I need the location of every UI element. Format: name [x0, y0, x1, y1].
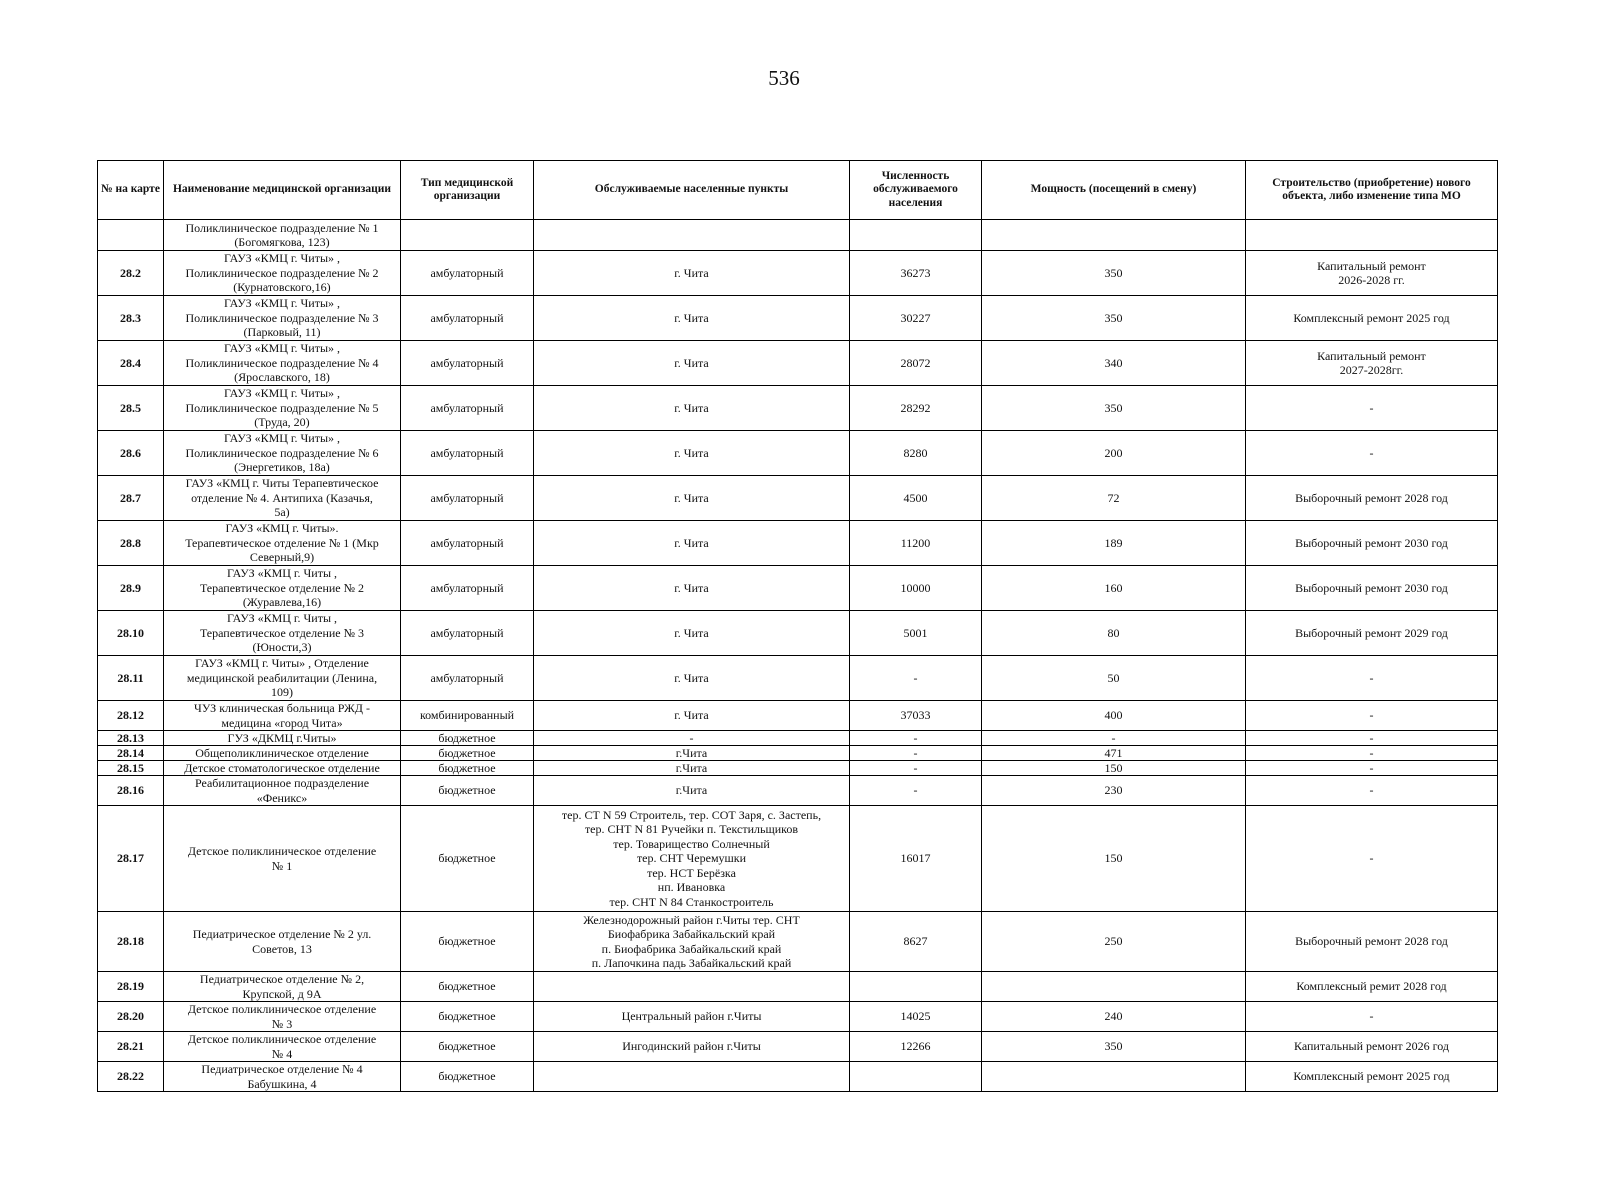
cell-name: ГАУЗ «КМЦ г. Читы» , Поликлиническое подразделение № 2 (Курнатовского,16) — [164, 251, 401, 296]
cell-population — [850, 972, 982, 1002]
cell-type: амбулаторный — [401, 611, 534, 656]
cell-num: 28.5 — [98, 386, 164, 431]
cell-capacity: 160 — [982, 566, 1246, 611]
cell-num: 28.4 — [98, 341, 164, 386]
cell-name: ГАУЗ «КМЦ г. Читы» , Поликлиническое подразделение № 4 (Ярославского, 18) — [164, 341, 401, 386]
cell-capacity: 189 — [982, 521, 1246, 566]
cell-num: 28.11 — [98, 656, 164, 701]
cell-construction: - — [1246, 731, 1498, 746]
cell-type: бюджетное — [401, 776, 534, 806]
cell-construction: Капитальный ремонт 2026-2028 гг. — [1246, 251, 1498, 296]
header-num: № на карте — [98, 161, 164, 220]
cell-type: бюджетное — [401, 746, 534, 761]
cell-settlements — [534, 1062, 850, 1092]
table-row — [98, 296, 1498, 341]
cell-settlements: г. Чита — [534, 566, 850, 611]
cell-type: амбулаторный — [401, 341, 534, 386]
cell-name: ГАУЗ «КМЦ г. Читы» , Поликлиническое подразделение № 5 (Труда, 20) — [164, 386, 401, 431]
table-row — [98, 656, 1498, 701]
cell-construction: Комплексный ремонт 2025 год — [1246, 1062, 1498, 1092]
cell-capacity: 150 — [982, 761, 1246, 776]
cell-settlements: г. Чита — [534, 386, 850, 431]
cell-type: бюджетное — [401, 1032, 534, 1062]
cell-type: амбулаторный — [401, 251, 534, 296]
cell-type: комбинированный — [401, 701, 534, 731]
cell-capacity: 250 — [982, 912, 1246, 972]
table-row — [98, 912, 1498, 972]
table-row — [98, 431, 1498, 476]
cell-name: ГАУЗ «КМЦ г. Читы» , Поликлиническое подразделение № 6 (Энергетиков, 18а) — [164, 431, 401, 476]
cell-name: Детское стоматологическое отделение — [164, 761, 401, 776]
cell-settlements: - — [534, 731, 850, 746]
cell-name: Общеполиклиническое отделение — [164, 746, 401, 761]
cell-capacity: 350 — [982, 296, 1246, 341]
cell-population: 14025 — [850, 1002, 982, 1032]
cell-population: 10000 — [850, 566, 982, 611]
cell-population: 30227 — [850, 296, 982, 341]
cell-name: Детское поликлиническое отделение № 4 — [164, 1032, 401, 1062]
header-type: Тип медицинской организации — [401, 161, 534, 220]
cell-capacity: 150 — [982, 806, 1246, 912]
cell-settlements: тер. СТ N 59 Строитель, тер. СОТ Заря, с. Застепь, тер. СНТ N 81 Ручейки п. Текстильщиков тер. Товарищество Солнечный тер. СНТ Черемушки тер. НСТ Берёзка нп. Ивановка тер. СНТ N 84 Станкостроитель — [534, 806, 850, 912]
cell-num: 28.13 — [98, 731, 164, 746]
cell-population — [850, 220, 982, 251]
cell-capacity — [982, 220, 1246, 251]
cell-construction: Комплексный ремонт 2025 год — [1246, 296, 1498, 341]
cell-type: бюджетное — [401, 1062, 534, 1092]
cell-settlements: г. Чита — [534, 296, 850, 341]
table-row — [98, 1032, 1498, 1062]
cell-construction: - — [1246, 701, 1498, 731]
cell-settlements: г. Чита — [534, 656, 850, 701]
cell-name: ГАУЗ «КМЦ г. Читы» , Поликлиническое подразделение № 3 (Парковый, 11) — [164, 296, 401, 341]
cell-num — [98, 220, 164, 251]
cell-type: амбулаторный — [401, 296, 534, 341]
cell-construction: Капитальный ремонт 2026 год — [1246, 1032, 1498, 1062]
cell-construction — [1246, 220, 1498, 251]
cell-construction: Выборочный ремонт 2028 год — [1246, 476, 1498, 521]
cell-population: 4500 — [850, 476, 982, 521]
cell-population: 28072 — [850, 341, 982, 386]
table-header-row — [98, 161, 1498, 220]
cell-name: ГАУЗ «КМЦ г. Читы , Терапевтическое отделение № 2 (Журавлева,16) — [164, 566, 401, 611]
cell-capacity — [982, 1062, 1246, 1092]
cell-settlements: г.Чита — [534, 776, 850, 806]
cell-population: 36273 — [850, 251, 982, 296]
cell-construction: Выборочный ремонт 2029 год — [1246, 611, 1498, 656]
table-row — [98, 701, 1498, 731]
cell-population: 5001 — [850, 611, 982, 656]
cell-num: 28.6 — [98, 431, 164, 476]
cell-population: - — [850, 746, 982, 761]
cell-name: Педиатрическое отделение № 2, Крупской, д 9А — [164, 972, 401, 1002]
cell-num: 28.14 — [98, 746, 164, 761]
table-row — [98, 1062, 1498, 1092]
cell-name: Реабилитационное подразделение «Феникс» — [164, 776, 401, 806]
cell-population: 11200 — [850, 521, 982, 566]
cell-population: 37033 — [850, 701, 982, 731]
cell-population: 8280 — [850, 431, 982, 476]
cell-settlements: Центральный район г.Читы — [534, 1002, 850, 1032]
cell-construction: - — [1246, 761, 1498, 776]
cell-name: ГАУЗ «КМЦ г. Читы». Терапевтическое отделение № 1 (Мкр Северный,9) — [164, 521, 401, 566]
cell-name: Педиатрическое отделение № 4 Бабушкина, 4 — [164, 1062, 401, 1092]
cell-construction: Комплексный ремит 2028 год — [1246, 972, 1498, 1002]
cell-settlements: г. Чита — [534, 431, 850, 476]
cell-type: амбулаторный — [401, 656, 534, 701]
cell-name: Детское поликлиническое отделение № 3 — [164, 1002, 401, 1032]
table-row — [98, 761, 1498, 776]
table-row — [98, 806, 1498, 912]
cell-capacity: 230 — [982, 776, 1246, 806]
cell-settlements: г. Чита — [534, 341, 850, 386]
cell-num: 28.9 — [98, 566, 164, 611]
cell-num: 28.2 — [98, 251, 164, 296]
table-row — [98, 566, 1498, 611]
cell-num: 28.17 — [98, 806, 164, 912]
cell-capacity: 400 — [982, 701, 1246, 731]
cell-capacity: 240 — [982, 1002, 1246, 1032]
cell-name: ГУЗ «ДКМЦ г.Читы» — [164, 731, 401, 746]
cell-num: 28.12 — [98, 701, 164, 731]
cell-population: 28292 — [850, 386, 982, 431]
header-population: Численность обслуживаемого населения — [850, 161, 982, 220]
cell-name: Детское поликлиническое отделение № 1 — [164, 806, 401, 912]
cell-construction: Выборочный ремонт 2030 год — [1246, 566, 1498, 611]
cell-settlements: г. Чита — [534, 611, 850, 656]
cell-capacity — [982, 972, 1246, 1002]
cell-population: - — [850, 656, 982, 701]
table-row — [98, 386, 1498, 431]
cell-construction: - — [1246, 386, 1498, 431]
cell-construction: - — [1246, 656, 1498, 701]
cell-capacity: 471 — [982, 746, 1246, 761]
cell-capacity: 50 — [982, 656, 1246, 701]
cell-num: 28.16 — [98, 776, 164, 806]
cell-type: амбулаторный — [401, 566, 534, 611]
cell-settlements: г. Чита — [534, 251, 850, 296]
cell-population: 16017 — [850, 806, 982, 912]
cell-settlements — [534, 220, 850, 251]
cell-construction: - — [1246, 776, 1498, 806]
cell-type: бюджетное — [401, 1002, 534, 1032]
header-construction: Строительство (приобретение) нового объекта, либо изменение типа МО — [1246, 161, 1498, 220]
table-row — [98, 251, 1498, 296]
cell-capacity: - — [982, 731, 1246, 746]
cell-type: бюджетное — [401, 806, 534, 912]
cell-construction: Выборочный ремонт 2028 год — [1246, 912, 1498, 972]
cell-settlements: г. Чита — [534, 701, 850, 731]
cell-capacity: 350 — [982, 251, 1246, 296]
medical-organizations-table — [97, 160, 1498, 1092]
cell-num: 28.19 — [98, 972, 164, 1002]
cell-population: - — [850, 731, 982, 746]
cell-capacity: 350 — [982, 386, 1246, 431]
table-row — [98, 731, 1498, 746]
cell-construction: - — [1246, 431, 1498, 476]
cell-capacity: 340 — [982, 341, 1246, 386]
cell-construction: - — [1246, 746, 1498, 761]
table-row — [98, 972, 1498, 1002]
table-row — [98, 341, 1498, 386]
cell-population: 12266 — [850, 1032, 982, 1062]
cell-type: амбулаторный — [401, 431, 534, 476]
cell-capacity: 350 — [982, 1032, 1246, 1062]
cell-construction: - — [1246, 806, 1498, 912]
cell-num: 28.15 — [98, 761, 164, 776]
cell-capacity: 200 — [982, 431, 1246, 476]
cell-type: амбулаторный — [401, 386, 534, 431]
header-capacity: Мощность (посещений в смену) — [982, 161, 1246, 220]
cell-capacity: 72 — [982, 476, 1246, 521]
cell-population: - — [850, 776, 982, 806]
cell-type: бюджетное — [401, 761, 534, 776]
cell-type: амбулаторный — [401, 476, 534, 521]
cell-name: ЧУЗ клиническая больница РЖД - медицина «город Чита» — [164, 701, 401, 731]
table-row — [98, 476, 1498, 521]
cell-num: 28.3 — [98, 296, 164, 341]
header-settlements: Обслуживаемые населенные пункты — [534, 161, 850, 220]
header-name: Наименование медицинской организации — [164, 161, 401, 220]
cell-population — [850, 1062, 982, 1092]
cell-name: Поликлиническое подразделение № 1 (Богомягкова, 123) — [164, 220, 401, 251]
cell-settlements: г.Чита — [534, 746, 850, 761]
table-row — [98, 746, 1498, 761]
cell-num: 28.22 — [98, 1062, 164, 1092]
table-row — [98, 1002, 1498, 1032]
table-row — [98, 220, 1498, 251]
cell-type: бюджетное — [401, 972, 534, 1002]
cell-name: Педиатрическое отделение № 2 ул. Советов, 13 — [164, 912, 401, 972]
cell-type: амбулаторный — [401, 521, 534, 566]
cell-num: 28.7 — [98, 476, 164, 521]
cell-settlements — [534, 972, 850, 1002]
cell-construction: Капитальный ремонт 2027-2028гг. — [1246, 341, 1498, 386]
table-row — [98, 776, 1498, 806]
cell-type: бюджетное — [401, 912, 534, 972]
cell-name: ГАУЗ «КМЦ г. Читы Терапевтическое отделение № 4. Антипиха (Казачья, 5а) — [164, 476, 401, 521]
cell-num: 28.20 — [98, 1002, 164, 1032]
cell-construction: Выборочный ремонт 2030 год — [1246, 521, 1498, 566]
table-row — [98, 611, 1498, 656]
cell-type — [401, 220, 534, 251]
cell-type: бюджетное — [401, 731, 534, 746]
cell-population: - — [850, 761, 982, 776]
cell-settlements: г. Чита — [534, 521, 850, 566]
cell-settlements: г. Чита — [534, 476, 850, 521]
cell-construction: - — [1246, 1002, 1498, 1032]
cell-num: 28.18 — [98, 912, 164, 972]
cell-settlements: Ингодинский район г.Читы — [534, 1032, 850, 1062]
cell-capacity: 80 — [982, 611, 1246, 656]
cell-settlements: г.Чита — [534, 761, 850, 776]
table-row — [98, 521, 1498, 566]
cell-num: 28.10 — [98, 611, 164, 656]
cell-population: 8627 — [850, 912, 982, 972]
cell-settlements: Железнодорожный район г.Читы тер. СНТ Биофабрика Забайкальский край п. Биофабрика Забайкальский край п. Лапочкина падь Забайкальский край — [534, 912, 850, 972]
page-number: 536 — [768, 66, 800, 90]
cell-name: ГАУЗ «КМЦ г. Читы , Терапевтическое отделение № 3 (Юности,3) — [164, 611, 401, 656]
cell-num: 28.8 — [98, 521, 164, 566]
cell-name: ГАУЗ «КМЦ г. Читы» , Отделение медицинской реабилитации (Ленина, 109) — [164, 656, 401, 701]
cell-num: 28.21 — [98, 1032, 164, 1062]
